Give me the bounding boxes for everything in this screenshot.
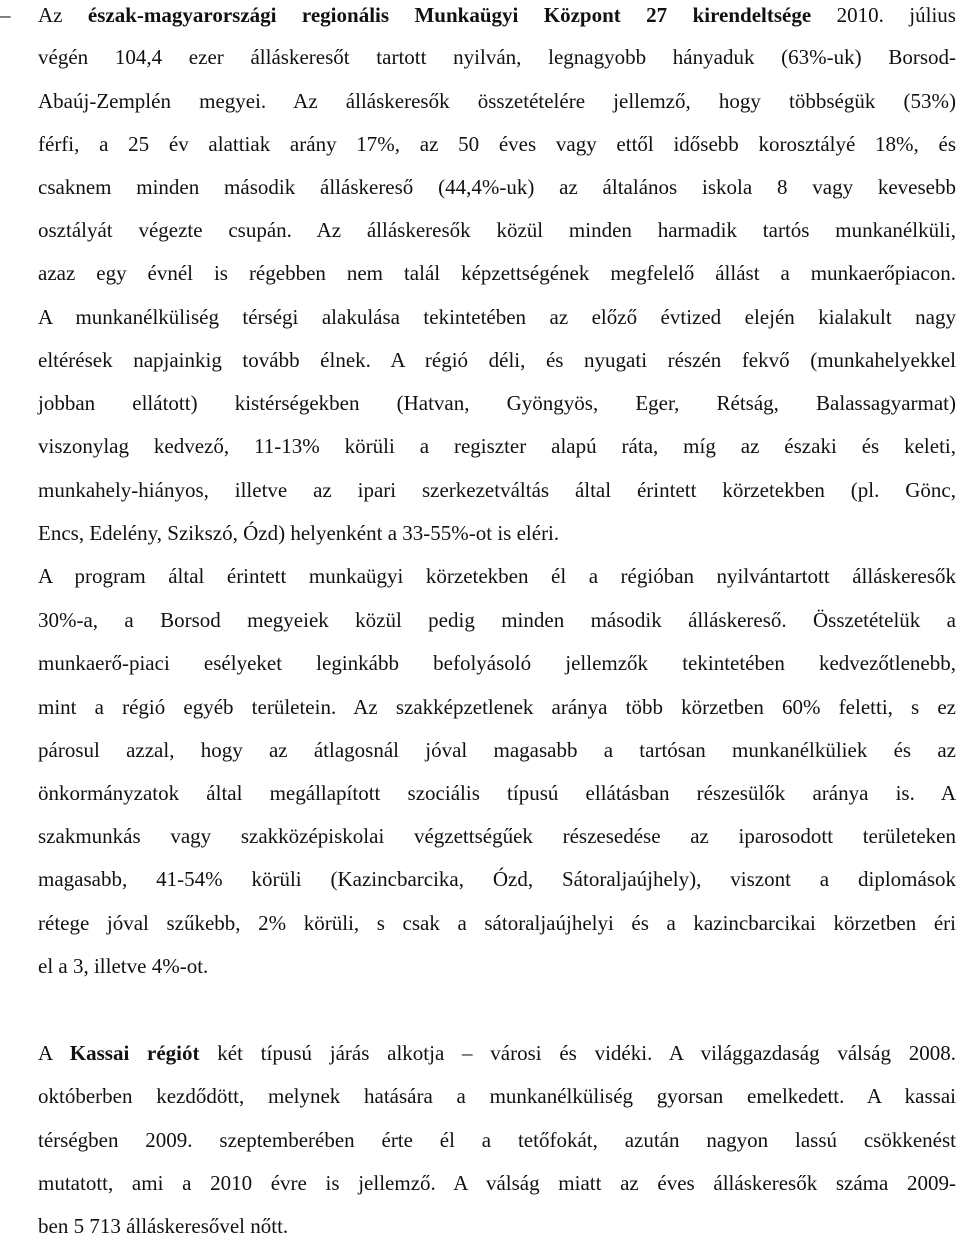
text-line: munkaerő-piaci esélyeket leginkább befolyásoló jellemzők tekintetében kedvezőtlenebb, xyxy=(38,651,956,675)
text-line: párosul azzal, hogy az átlagosnál jóval magasabb a tartósan munkanélküliek és az xyxy=(38,738,956,762)
text-line: önkormányzatok által megállapított szociális típusú ellátásban részesülők aránya is. A xyxy=(38,781,956,805)
text-line: magasabb, 41-54% körüli (Kazincbarcika, Ózd, Sátoraljaújhely), viszont a diplomások xyxy=(38,867,956,891)
text-line: Az észak-magyarországi regionális Munkaügyi Központ 27 kirendeltsége 2010. július xyxy=(38,3,956,27)
text-line: csaknem minden második álláskereső (44,4%-uk) az általános iskola 8 vagy kevesebb xyxy=(38,175,956,199)
bold-phrase: észak-magyarországi regionális Munkaügyi Központ 27 kirendeltsége xyxy=(87,3,812,27)
text-line: jobban ellátott) kistérségekben (Hatvan, Gyöngyös, Eger, Rétság, Balassagyarmat) xyxy=(38,391,956,415)
text-line: rétege jóval szűkebb, 2% körüli, s csak a sátoraljaújhelyi és a kazincbarcikai körzetben éri xyxy=(38,911,956,935)
text-line: viszonylag kedvező, 11-13% körüli a regiszter alapú ráta, míg az északi és keleti, xyxy=(38,434,956,458)
text-line: mint a régió egyéb területein. Az szakképzetlenek aránya több körzetben 60% feletti, s ez xyxy=(38,695,956,719)
text-line: ben 5 713 álláskeresővel nőtt. xyxy=(38,1214,289,1238)
text-line: októberben kezdődött, melynek hatására a munkanélküliség gyorsan emelkedett. A kassai xyxy=(38,1084,956,1108)
text-line: szakmunkás vagy szakközépiskolai végzettségűek részesedése az iparosodott területeken xyxy=(38,824,956,848)
text-line: Abaúj-Zemplén megyei. Az álláskeresők összetételére jellemző, hogy többségük (53%) xyxy=(38,89,956,113)
text-line: munkahely-hiányos, illetve az ipari szerkezetváltás által érintett körzetekben (pl. Gönc, xyxy=(38,478,956,502)
bullet-dash: – xyxy=(0,3,11,27)
text-line: mutatott, ami a 2010 évre is jellemző. A válság miatt az éves álláskeresők száma 2009- xyxy=(38,1171,956,1195)
text-line: azaz egy évnél is régebben nem talál képzettségének megfelelő állást a munkaerőpiacon. xyxy=(38,261,956,285)
text-line: férfi, a 25 év alattiak arány 17%, az 50 éves vagy ettől idősebb korosztályé 18%, és xyxy=(38,132,956,156)
text-line: eltérések napjainkig tovább élnek. A régió déli, és nyugati részén fekvő (munkahelyekkel xyxy=(38,348,956,372)
text-line: végén 104,4 ezer álláskeresőt tartott nyilván, legnagyobb hányaduk (63%-uk) Borsod- xyxy=(38,45,956,69)
text-line: térségben 2009. szeptemberében érte él a tetőfokát, azután nagyon lassú csökkenést xyxy=(38,1128,956,1152)
text-line: osztályát végezte csupán. Az álláskeresők közül minden harmadik tartós munkanélküli, xyxy=(38,218,956,242)
text-line: A munkanélküliség térségi alakulása tekintetében az előző évtized elején kialakult nagy xyxy=(38,305,956,329)
text-line: 30%-a, a Borsod megyeiek közül pedig minden második álláskereső. Összetételük a xyxy=(38,608,956,632)
text-line: A program által érintett munkaügyi körzetekben él a régióban nyilvántartott álláskeresők xyxy=(38,564,956,588)
text-line: Encs, Edelény, Szikszó, Ózd) helyenként a 33-55%-ot is eléri. xyxy=(38,521,560,545)
text-line: el a 3, illetve 4%-ot. xyxy=(38,954,209,978)
bold-phrase: Kassai régiót xyxy=(69,1041,200,1065)
text-line: A Kassai régiót két típusú járás alkotja – városi és vidéki. A világgazdaság válság 2008. xyxy=(38,1041,957,1065)
